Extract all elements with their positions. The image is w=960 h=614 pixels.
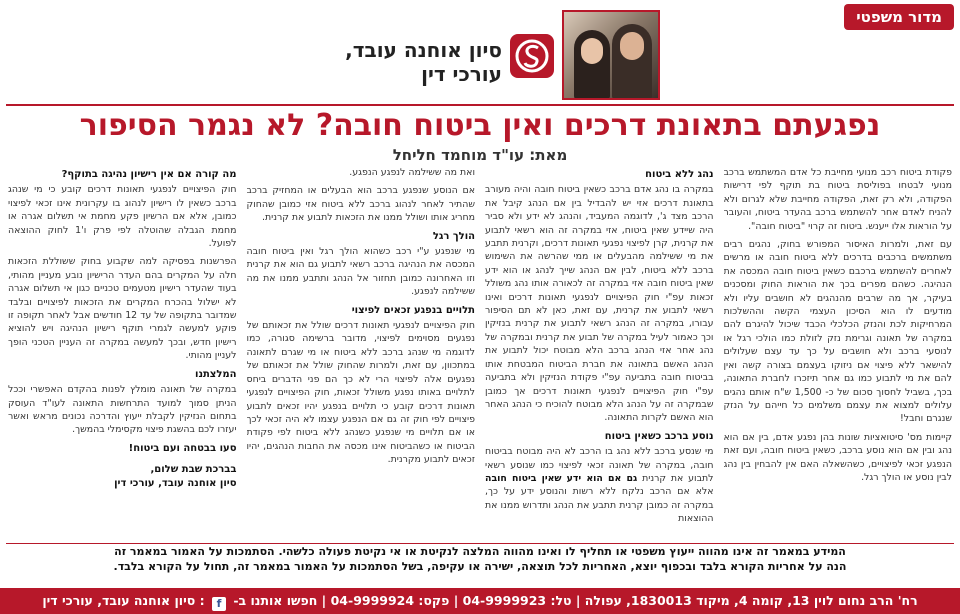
- footer-separator: |: [571, 593, 581, 608]
- paragraph: אם הנוסע שנפגע ברכב הוא הבעלים או המחזיק ברכב שהתיר לאחר לנהוג ברכב ללא ביטוח אזי כמובן שהחוק מחריג אותו ושולל ממנו את הזכאות לתבוע את קרנית.: [246, 185, 475, 224]
- paragraph: עם זאת, ולמרות האיסור המפורש בחוק, נהגים רבים משתמשים ברכבים בדרכים ללא ביטוח חובה או מרשים לאחרים להשתמש ברכבם כשאין ביטוח חובה המכסה את הנהיגה. כשהם מפרים בכך את הוראות החוק ומסכנים בעיקר, אך מה שרבים מהנהגים לא חושבים עליו ולא מודעים לו הוא הסיכון העצמי הקשה וההשלכות המרחיקות לכת והנזק הכלכלי הכבד שיכול להיגרם להם במקרה של תאונה וגרימת נזק לזולת כמו הולכי רגל או לנוסעי ברכב ולא חושבים על כך עד עצם שעלולים להישאר ללא פיצוי אם ניזוקו בעצמם בצורה קשה ואין להם את מי לתבוע כמו גם אחר תיזכרו לחברת התאונה, בכך, בשביל לחסוך סכום של כ- 1,500 ש"ח אותם נהגים עלולים למצוא את עצמם משלמים כל חייהם על הנזק שנגרם וחבל!: [723, 239, 952, 425]
- footer-separator: |: [449, 593, 459, 608]
- subheading: סעו בבטחה ועם ביטוח!: [128, 442, 237, 454]
- subheading: נהג ללא ביטוח: [645, 169, 714, 180]
- paragraph: [485, 445, 714, 525]
- article-column-2: [485, 166, 714, 542]
- paragraph: במקרה של תאונה מומלץ לפנות בהקדם האפשרי וככל הניתן סמוך למועד התרחשות התאונה לעו"ד העוסק בתחום הנזיקין לקבלת ייעוץ והדרכה נכונים מראש ואשר יעזרו לכם בהשגת פיצוי מקסימלי בהמשך.: [8, 384, 237, 436]
- firm-logo-icon: [510, 34, 554, 78]
- subheading: הולך רגל: [432, 230, 475, 242]
- paragraph: פקודת ביטוח רכב מנועי מחייבת כל אדם המשתמש ברכב מנועי לבטחו בפוליסת ביטוח בת תוקף לפי דרישות הפקודה, ולא רק זאת, הפקודה מחייבת שלא לגרום ולא להניח לאדם אחר להשתמש ברכב בהעדר ביטוח, והעובר על הוראות אלו ייענש. ביטוח זה קרוי "ביטוח חובה".: [723, 167, 952, 232]
- signature-block: [8, 463, 237, 490]
- text-run: אלא אם הרכב נלקח ללא רשות והנוסע ידע על כך, במקרה זה כמובן קרנית תתבע את הנהג ותדרוש ממנו את ההוצאות: [485, 486, 714, 525]
- photo-face-right: [620, 32, 644, 60]
- paragraph: קיימות מס' סיטואציות שונות בהן נפגע אדם, בין אם הוא נהג ובין אם הוא נוסע ברכב, כשאין ביטוח חובה, ועם זאת הנפגע זכאי לפיצויים, כשהשאלה האם אין להבחין בין נהג לבין נוסע או הולך רגל.: [723, 431, 952, 483]
- signature-firm: סיון אוחנה עובד, עורכי דין: [114, 477, 237, 489]
- emphasis-text: גם אם הוא ידע שאין ביטוח חובה: [485, 472, 638, 484]
- footer-separator: |: [317, 593, 327, 608]
- paragraph: חוק הפיצויים לנפגעי תאונות דרכים שולל את זכאותם של נפגעים מסוימים לפיצוי, מדובר ברשימה סגורה, כמו לדוגמה מי שנהג ברכב ללא ביטוח או מי שגרם לתאונה במתכוון, עם זאת, ולמרות שהחוק שולל את זכאותם של נפגעים אלה לפיצוי הרי לא כך הם פני הדברים ביחס לתלויים באותו נפגע משולל זכאות, חוק הפיצויים לנפגעי תאונות דרכים קובע כי תלויים בנפגע יהיו זכאים לתבוע פיצויים לפי חוק זה גם אם הנפגע עצמו לא היה זכאי לכך או אם תלויים מי שנפגע כשנהג ללא ביטוח לפי פקודת הביטוח או כשהביטוח אינו מכסה את החבות הנהגים, יהיו זכאים לתבוע מקרנית.: [246, 320, 475, 466]
- subheading: נוסע ברכב כשאין ביטוח: [604, 430, 714, 442]
- subheading: מה קורה אם אין רישיון נהיגה בתוקף?: [61, 169, 237, 180]
- page-title: נפגעתם בתאונת דרכים ואין ביטוח חובה? לא נגמר הסיפור: [79, 108, 881, 143]
- text-run: מי שנסע ברכב ללא נהג בו הרכב לא היה מבוטח בביטוח חובה, במקרה של תאונה זכאי לפיצוי כמו שנוסע רשאי לתבוע את קרנית: [485, 446, 714, 484]
- article-header: [0, 0, 960, 106]
- article-column-3: [247, 166, 476, 542]
- paragraph: ואת מה ששילמה לנפגע הנפגע.: [349, 167, 475, 178]
- article-column-4: [8, 166, 237, 542]
- footer-phone[interactable]: טל: 04-9999923: [462, 593, 572, 608]
- lawyers-photo: [562, 10, 660, 100]
- subheading: תלויים בנפגע זכאים לפיצוי: [351, 304, 475, 316]
- paragraph: במקרה בו נהג אדם ברכב כשאין ביטוח חובה והיה מעורב בתאונת דרכים אזי יש להבדיל בין אם הנהג קיבל את הרכב מצד ג', לדוגמה המעביד, והנהג לא ידע ולא סביר היה שיידע שאין ביטוח, אזי במקרה זה הוא רשאי לתבוע את קרנית, קרן לפיצוי נפגעי תאונות דרכים, וקרנית תתבע את מי ששילמה מהבעלים או ממי שהרשה את השימוש ברכב ללא ביטוח, לבין אם הנהג שייך לנהג או הוא ידע שאין ביטוח חובה אזי במקרה זה לכאורה אותו נהג משולל זכאות עפ"י חוק הפיצויים לנפגעי תאונות דרכים ואינו רשאי לתבוע את קרנית, עם זאת, כאן לא תם הסיפור עבורו, במקרה זה הנהג רשאי לתבוע את קרנית בנזיקין וכך כאמור לעיל במקרה של תבוע את קרנית ובמקרה של נהג אחר אזי הנהג ברכב הלא מבוטח יכול לתבוע את הנהג האשם בתאונה את חברת הביטוח המבטחת אותו בביטוח חובה בתביעה עפ"י פקודת הנזיקין ולא בתביעה עפ"י חוק הפיצויים לנפגעי תאונות דרכים אך כמובן שבמקרה זה על הנהג הלא מבוטח להוכיח כי הנהג האחר הוא האשם לקרות התאונה.: [485, 184, 714, 424]
- headline-divider: [6, 104, 954, 106]
- footer-social-name[interactable]: : סיון אוחנה עובד, עורכי דין: [42, 593, 205, 608]
- author-byline: מאת: עו"ד מוחמד חליחל: [392, 146, 568, 164]
- article-body: [8, 166, 952, 542]
- section-tag: מדור משפטי: [844, 4, 954, 30]
- facebook-icon[interactable]: f: [212, 597, 226, 611]
- footer-social-prefix: חפשו אותנו ב-: [233, 593, 318, 608]
- paragraph: הפרשנות בפסיקה למה שקבוע בחוק ששוללת הזכאות חלה על המקרים בהם העדר הרישיון נובע מעניין מהותי, בעוד שהעדר רישיון מטעמים טכניים כגון אי תשלום אגרה לא ישלול בהכרח המקרים את הזכאות לפיצויים ובלבד שמדובר בתקופה של עד 12 חודשים אבל לאחר תקופה זו פוקע למעשה לגמרי תוקף רישיון הנהיגה ויש להוציא רישיון חדש, ובכך למעשה במקרה זה העניין הטכני הופך לעניין מהותי.: [8, 256, 237, 362]
- paragraph: חוק הפיצויים לנפגעי תאונות דרכים קובע כי מי שנהג ברכב כשאין לו רישיון לנהוג בו עקרונית אינו זכאי לפיצוי כמובן, אלא אם הרשיון פקע מחמת אי תשלום אגרה או מחמת הגבלה שהוטלה לפי פרק ו'1 לחוק ההוצאה לפועל.: [8, 184, 237, 250]
- disclaimer-line: המידע במאמר זה אינו מהווה ייעוץ משפטי או תחליף לו ואינו מהווה המלצה לנקיטת או אי נקיטת פעולה כלשהי. הסתמכות על האמור במאמר זה: [114, 545, 846, 558]
- paragraph: מי שנפגע ע"י רכב כשהוא הולך רגל ואין ביטוח חובה המכסה את הנהיגה ברכב רשאי לתבוע גם הוא את קרנית וזו האחרונה כמובן תחזור אל הנהג ותתבע ממנו את מה ששילמה לנפגע.: [246, 246, 475, 298]
- disclaimer-line: הנה על אחריות הקורא בלבד ובכפוף יוצא, האחריות לכל תוצאה, ישירה או עקיפה, בשל הסתמכות על האמור במאמר זה, תחול על הקורא בלבד.: [113, 560, 847, 573]
- article-column-1: [724, 166, 953, 542]
- firm-name: סיון אוחנה עובד, עורכי דין: [345, 38, 502, 86]
- signature-greeting: בברכת שבת שלום,: [150, 464, 237, 476]
- photo-face-left: [581, 38, 603, 64]
- subheading: המלצתנו: [195, 368, 237, 380]
- footer-address: רח' הרב נחום לוין 13, קומה 4, מיקוד 1830013, עפולה: [584, 593, 918, 608]
- contact-footer: [0, 588, 960, 614]
- footer-fax: פקס: 04-9999924: [330, 593, 450, 608]
- legal-disclaimer: [10, 544, 950, 574]
